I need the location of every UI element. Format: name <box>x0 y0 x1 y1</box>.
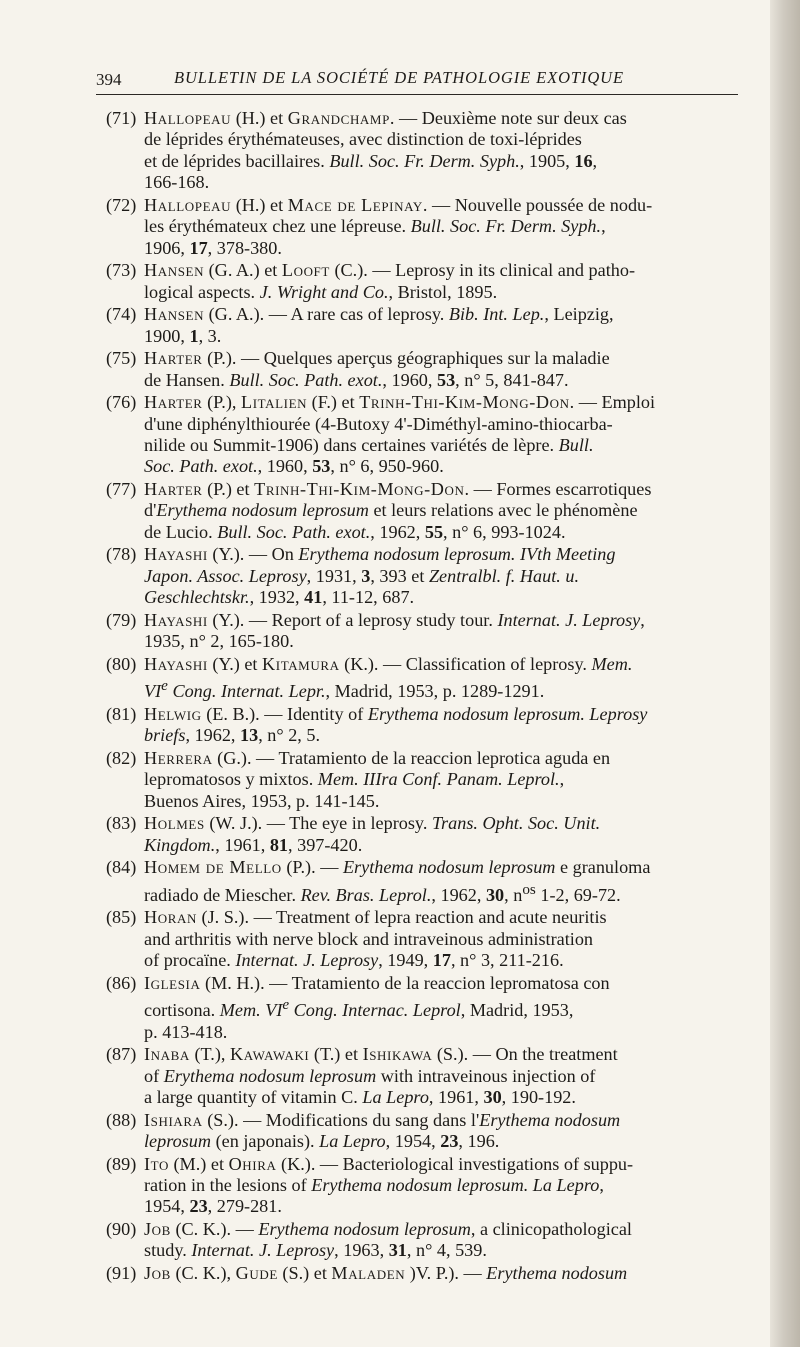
reference-text: Holmes (W. J.). — The eye in leprosy. Trans. Opht. Soc. Unit. <box>144 813 601 834</box>
reference-entry <box>106 1263 738 1284</box>
reference-text: Hansen (G. A.) et Looft (C.). — Leprosy in its clinical and patho- <box>144 260 636 281</box>
reference-line: d'une diphénylthiourée (4-Butoxy 4'-Diméthyl-amino-thiocarba- <box>144 413 613 434</box>
reference-line: VIe Cong. Internat. Lepr., Madrid, 1953, p. 1289-1291. <box>144 677 545 702</box>
reference-number: (88) <box>106 1109 137 1130</box>
reference-text: Horan (J. S.). — Treatment of lepra reaction and acute neuritis <box>144 907 607 928</box>
reference-text: Hayashi (Y.). — Report of a leprosy study tour. Internat. J. Leprosy, <box>144 609 645 630</box>
reference-number: (71) <box>106 108 137 128</box>
reference-number: (82) <box>106 747 137 768</box>
reference-text: Hayashi (Y.) et Kitamura (K.). — Classification of leprosy. Mem. <box>144 653 633 674</box>
reference-entry <box>106 704 738 747</box>
reference-entry <box>106 857 738 906</box>
reference-line: 1935, n° 2, 165-180. <box>144 631 294 652</box>
reference-line <box>106 1044 738 1065</box>
reference-line: of Erythema nodosum leprosum with intraveinous injection of <box>144 1065 596 1086</box>
reference-entry <box>106 479 738 543</box>
reference-line: nilide ou Summit-1906) dans certaines variétés de lèpre. Bull. <box>144 435 594 456</box>
reference-entry <box>106 1044 738 1108</box>
reference-line <box>106 813 738 834</box>
reference-line: 166-168. <box>144 172 210 193</box>
reference-number: (79) <box>106 609 137 630</box>
reference-text: Job (C. K.), Gude (S.) et Maladen )V. P.). — Erythema nodosum <box>144 1263 628 1284</box>
reference-text: Hallopeau (H.) et Mace de Lepinay. — Nouvelle poussée de nodu- <box>144 194 653 215</box>
reference-entry <box>106 1219 738 1262</box>
reference-number: (75) <box>106 348 137 369</box>
reference-text: Homem de Mello (P.). — Erythema nodosum leprosum e granuloma <box>144 857 651 878</box>
reference-line: ration in the lesions of Erythema nodosum leprosum. La Lepro, <box>144 1175 604 1196</box>
reference-line <box>106 304 738 325</box>
reference-text: Harter (P.) et Trinh-Thi-Kim-Mong-Don. — Formes escarrotiques <box>144 479 652 500</box>
reference-number: (76) <box>106 392 137 413</box>
reference-entry <box>106 610 738 653</box>
reference-line <box>106 1109 738 1131</box>
reference-entry <box>106 348 738 391</box>
reference-line: a large quantity of vitamin C. La Lepro, 1961, 30, 190-192. <box>144 1087 576 1108</box>
reference-line: radiado de Miescher. Rev. Bras. Leprol., 1962, 30, $n^{os}$ 1-2, 69-72. <box>144 880 621 905</box>
reference-entry <box>106 260 738 303</box>
reference-line <box>106 857 738 878</box>
reference-line <box>106 1219 738 1240</box>
reference-line: study. Internat. J. Leprosy, 1963, 31, n° 4, 539. <box>144 1240 487 1261</box>
reference-line <box>106 194 738 216</box>
page-edge-shadow <box>770 0 800 1347</box>
reference-line: Buenos Aires, 1953, p. 141-145. <box>144 790 380 811</box>
reference-line: and arthritis with nerve block and intraveinous administration <box>144 928 594 949</box>
reference-number: (81) <box>106 703 137 724</box>
reference-number: (87) <box>106 1044 137 1065</box>
reference-text: Inaba (T.), Kawawaki (T.) et Ishikawa (S.). — On the treatment <box>144 1044 618 1065</box>
reference-line: de léprides érythémateuses, avec distinction de toxi-léprides <box>144 129 582 150</box>
reference-entry <box>106 973 738 1043</box>
reference-line: de Hansen. Bull. Soc. Path. exot., 1960, 53, n° 5, 841-847. <box>144 369 569 390</box>
reference-line: et de léprides bacillaires. Bull. Soc. Fr. Derm. Syph., 1905, 16, <box>144 150 598 171</box>
reference-line <box>106 348 738 369</box>
reference-entry <box>106 304 738 347</box>
reference-line: 1906, 17, 378-380. <box>144 237 282 258</box>
reference-line: cortisona. Mem. VIe Cong. Internac. Leprol, Madrid, 1953, <box>144 996 574 1021</box>
reference-number: (91) <box>106 1263 137 1284</box>
reference-number: (89) <box>106 1153 137 1174</box>
reference-entry <box>106 748 738 812</box>
reference-line: Japon. Assoc. Leprosy, 1931, 3, 393 et Zentralbl. f. Haut. u. <box>144 565 579 586</box>
reference-line <box>106 1263 738 1284</box>
reference-number: (80) <box>106 653 137 674</box>
reference-entry <box>106 195 738 259</box>
reference-text: Harter (P.), Litalien (F.) et Trinh-Thi-Kim-Mong-Don. — Emploi <box>144 392 656 413</box>
reference-line: de Lucio. Bull. Soc. Path. exot., 1962, 55, n° 6, 993-1024. <box>144 521 566 542</box>
reference-entry <box>106 813 738 856</box>
reference-text: Ito (M.) et Ohira (K.). — Bacteriological investigations of suppu- <box>144 1153 634 1174</box>
reference-line: p. 413-418. <box>144 1021 228 1042</box>
reference-line <box>106 653 738 675</box>
reference-line <box>106 108 738 129</box>
reference-number: (78) <box>106 544 137 565</box>
reference-text: Harter (P.). — Quelques aperçus géographiques sur la maladie <box>144 348 610 369</box>
reference-line: briefs, 1962, 13, n° 2, 5. <box>144 725 321 746</box>
reference-line: logical aspects. J. Wright and Co., Bristol, 1895. <box>144 281 498 302</box>
reference-text: Herrera (G.). — Tratamiento de la reaccion leprotica aguda en <box>144 747 611 768</box>
reference-line: lepromatosos y mixtos. Mem. IIIra Conf. Panam. Leprol., <box>144 769 565 790</box>
reference-text: Helwig (E. B.). — Identity of Erythema nodosum leprosum. Leprosy <box>144 703 648 724</box>
reference-text: Iglesia (M. H.). — Tratamiento de la reaccion lepromatosa con <box>144 972 610 993</box>
reference-line <box>106 747 738 769</box>
reference-number: (90) <box>106 1219 137 1240</box>
page-number: 394 <box>96 70 122 89</box>
reference-number: (72) <box>106 194 137 215</box>
reference-line: 1954, 23, 279-281. <box>144 1196 282 1217</box>
reference-text: Job (C. K.). — Erythema nodosum leprosum, a clinicopathological <box>144 1219 632 1240</box>
reference-text: Hansen (G. A.). — A rare cas of leprosy. Bib. Int. Lep., Leipzig, <box>144 304 614 325</box>
reference-entry <box>106 392 738 478</box>
reference-line <box>106 703 738 725</box>
reference-text: Hayashi (Y.). — On Erythema nodosum leprosum. IVth Meeting <box>144 544 616 565</box>
reference-entry <box>106 108 738 194</box>
reference-line <box>106 609 738 631</box>
reference-line: les érythémateux chez une lépreuse. Bull. Soc. Fr. Derm. Syph., <box>144 216 606 237</box>
reference-line <box>106 544 738 565</box>
reference-text: Hallopeau (H.) et Grandchamp. — Deuxième note sur deux cas <box>144 108 627 128</box>
reference-number: (74) <box>106 304 137 325</box>
reference-line: leprosum (en japonais). La Lepro, 1954, 23, 196. <box>144 1131 500 1152</box>
reference-line: 1900, 1, 3. <box>144 325 222 346</box>
reference-line <box>106 392 738 413</box>
reference-line: Soc. Path. exot., 1960, 53, n° 6, 950-960. <box>144 456 444 477</box>
reference-number: (86) <box>106 972 137 993</box>
reference-line <box>106 260 738 281</box>
reference-entry <box>106 544 738 608</box>
reference-number: (83) <box>106 813 137 834</box>
running-title: BULLETIN DE LA SOCIÉTÉ DE PATHOLOGIE EXOTIQUE <box>174 68 624 87</box>
reference-line <box>106 907 738 928</box>
reference-number: (84) <box>106 857 137 878</box>
reference-number: (77) <box>106 479 137 500</box>
reference-entry <box>106 654 738 703</box>
page-header <box>96 66 738 92</box>
reference-number: (73) <box>106 260 137 281</box>
reference-entry <box>106 907 738 971</box>
reference-line: d'Erythema nodosum leprosum et leurs relations avec le phénomène <box>144 500 638 521</box>
reference-text: Ishiara (S.). — Modifications du sang dans l'Erythema nodosum <box>144 1109 621 1130</box>
reference-line <box>106 972 738 994</box>
reference-entry <box>106 1110 738 1153</box>
reference-entry <box>106 1154 738 1218</box>
reference-list <box>106 108 738 1286</box>
reference-line: Kingdom., 1961, 81, 397-420. <box>144 834 363 855</box>
reference-line <box>106 479 738 500</box>
reference-line: of procaïne. Internat. J. Leprosy, 1949, 17, n° 3, 211-216. <box>144 950 564 971</box>
reference-line <box>106 1153 738 1175</box>
reference-number: (85) <box>106 907 137 928</box>
header-rule <box>96 94 738 95</box>
reference-line: Geschlechtskr., 1932, 41, 11-12, 687. <box>144 587 415 608</box>
